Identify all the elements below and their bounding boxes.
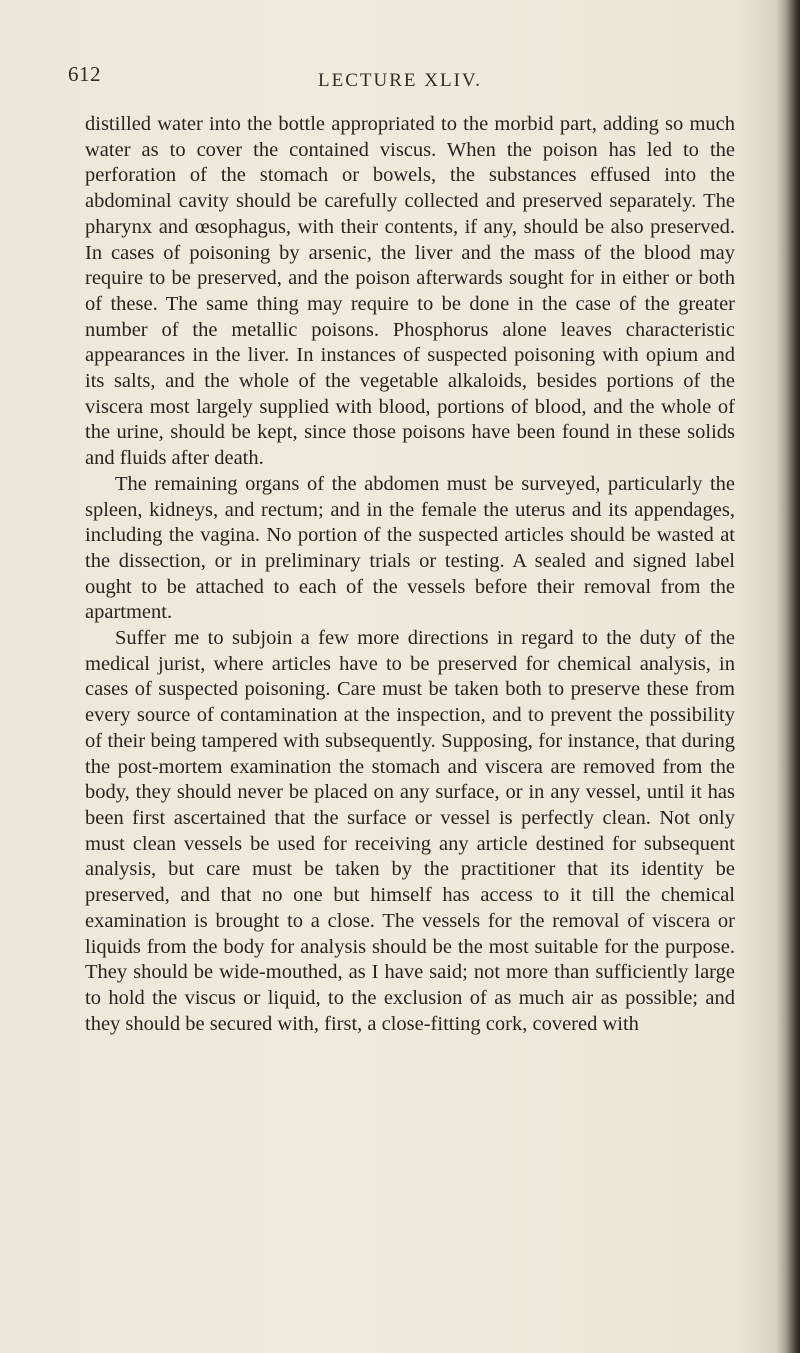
running-title: LECTURE XLIV. [318,70,482,91]
paragraph-3: Suffer me to subjoin a few more directions in regard to the duty of the medical jurist, where articles have to be preserved for chemical analysis, in cases of suspected poisoning. Care must be taken both to preserve these from every source of contamination at the inspection, and to prevent the possibility of their being tampered with subsequently. Supposing, for instance, that during the post-mortem examination the stomach and viscera are removed from the body, they should never be placed on any surface, or in any vessel, until it has been first ascertained that the surface or vessel is perfectly clean. Not only must clean vessels be used for receiving any article destined for subsequent analysis, but care must be taken by the practitioner that its identity be preserved, and that no one but himself has access to it till the chemical examination is brought to a close. The vessels for the removal of viscera or liquids from the body for analysis should be the most suitable for the purpose. They should be wide-mouthed, as I have said; not more than sufficiently large to hold the viscus or liquid, to the exclusion of as much air as possible; and they should be secured with, first, a close-fitting cork, covered with [85,627,735,1035]
page-number: 612 [68,62,101,86]
body-text [85,112,735,1037]
page-edge-shadow [786,0,800,1353]
paragraph-2: The remaining organs of the abdomen must be surveyed, particularly the spleen, kidneys, and rectum; and in the female the uterus and its appendages, including the vagina. No portion of the suspected articles should be wasted at the dissection, or in preliminary trials or testing. A sealed and signed label ought to be attached to each of the vessels before their removal from the apartment. [85,472,735,624]
paragraph-1: distilled water into the bottle appropriated to the morbid part, adding so much water as to cover the contained viscus. When the poison has led to the perforation of the stomach or bowels, the substances effused into the abdominal cavity should be carefully collected and preserved separately. The pharynx and œsophagus, with their contents, if any, should be also preserved. In cases of poisoning by arsenic, the liver and the mass of the blood may require to be preserved, and the poison afterwards sought for in either or both of these. The same thing may require to be done in the case of the greater number of the metallic poisons. Phosphorus alone leaves characteristic appearances in the liver. In instances of suspected poisoning with opium and its salts, and the whole of the vegetable alkaloids, besides portions of the viscera most largely supplied with blood, portions of blood, and the whole of the urine, should be kept, since those poisons have been found in these solids and fluids after death. [85,113,735,470]
